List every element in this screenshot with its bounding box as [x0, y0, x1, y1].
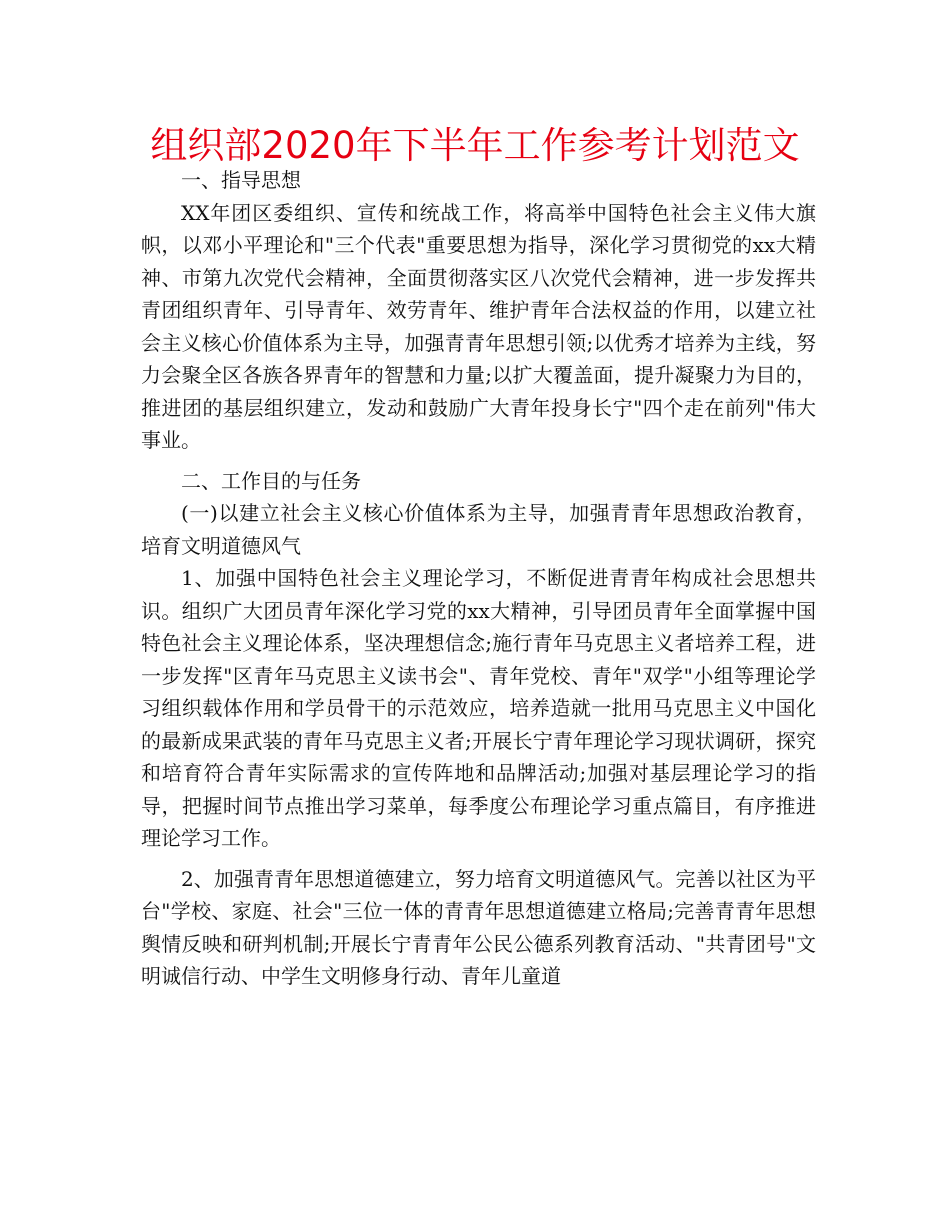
paragraph-guiding-thought: XX年团区委组织、宣传和统战工作，将高举中国特色社会主义伟大旗帜，以邓小平理论和"三个代表"重要思想为指导，深化学习贯彻党的xx大精神、市第九次党代会精神，全面贯彻落实区八次党代会精神，进一步发挥共青团组织青年、引导青年、效劳青年、维护青年合法权益的作用，以建立社会主义核心价值体系为主导，加强青青年思想引领;以优秀才培养为主线，努力会聚全区各族各界青年的智慧和力量;以扩大覆盖面，提升凝聚力为目的，推进团的基层组织建立，发动和鼓励广大青年投身长宁"四个走在前列"伟大事业。: [141, 200, 816, 452]
section-heading-goals-tasks: 二、工作目的与任务: [181, 468, 361, 493]
paragraph-item-2: 2、加强青青年思想道德建立，努力培育文明道德风气。完善以社区为平台"学校、家庭、社会"三位一体的青青年思想道德建立格局;完善青青年思想舆情反映和研判机制;开展长宁青青年公民公德系列教育活动、"共青团号"文明诚信行动、中学生文明修身行动、青年儿童道: [141, 866, 816, 988]
section-heading-guiding-thought: 一、指导思想: [181, 168, 301, 192]
document-title: 组织部2020年下半年工作参考计划范文: [150, 124, 800, 167]
paragraph-item-1: 1、加强中国特色社会主义理论学习，不断促进青青年构成社会思想共识。组织广大团员青年深化学习党的xx大精神，引导团员青年全面掌握中国特色社会主义理论体系，坚决理想信念;施行青年马克思主义者培养工程，进一步发挥"区青年马克思主义读书会"、青年党校、青年"双学"小组等理论学习组织载体作用和学员骨干的示范效应，培养造就一批用马克思主义中国化的最新成果武装的青年马克思主义者;开展长宁青年理论学习现状调研，探究和培育符合青年实际需求的宣传阵地和品牌活动;加强对基层理论学习的指导，把握时间节点推出学习菜单，每季度公布理论学习重点篇目，有序推进理论学习工作。: [141, 566, 816, 850]
subsection-heading-1: (一)以建立社会主义核心价值体系为主导，加强青青年思想政治教育，培育文明道德风气: [141, 501, 816, 558]
document-body: [141, 164, 816, 993]
